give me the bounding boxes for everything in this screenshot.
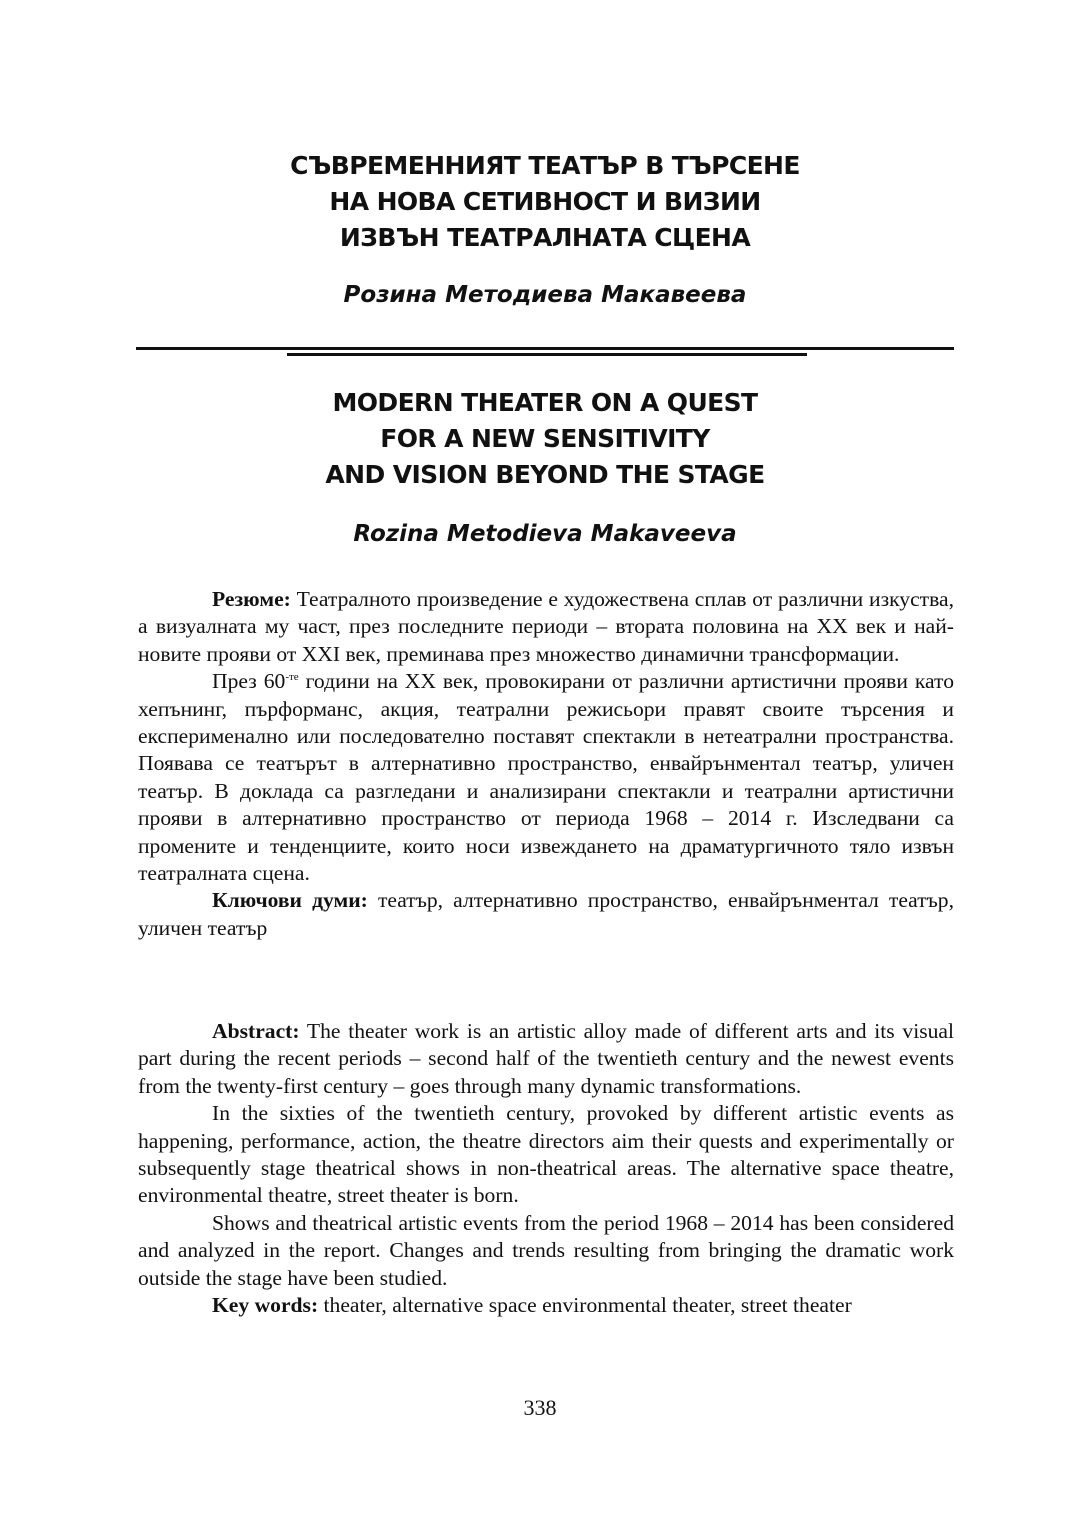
bulgarian-abstract-block bbox=[138, 586, 954, 942]
bulgarian-keywords-text: театър, алтернативно пространство, енвайрънментал театър, уличен театър bbox=[138, 888, 955, 940]
english-abstract-text: The theater work is an artistic alloy made of different arts and its visual part during the recent periods – second half of the twentieth century and the newest events from the twenty-first century – goes through many dynamic transformations. bbox=[138, 1019, 954, 1098]
bulgarian-para2-rest: години на XX век, провокирани от различни артистични прояви като хепънинг, пърформанс, акция, театрални режисьори правят своите търсения и експерименално или последователно поставят спектакли в нетеатрални пространства. Появава се театърът в алтернативно пространство, енвайрънментал театър, уличен театър. В доклада са разгледани и анализирани спектакли и театрални артистични прояви в алтернативно пространство от периода 1968 – 2014 г. Изследвани са промените и тенденциите, които носи извеждането на драматургичното тяло извън театралната сцена. bbox=[138, 669, 955, 886]
bulgarian-keywords bbox=[138, 887, 954, 942]
bulgarian-keywords-label: Ключови думи: bbox=[212, 888, 368, 913]
english-abstract-block bbox=[138, 1018, 954, 1319]
english-abstract-paragraph bbox=[138, 1018, 954, 1100]
english-abstract-paragraph-2: In the sixties of the twentieth century, provoked by different artistic events as happening, performance, action, the theatre directors aim their quests and experimentally or subsequently stage theatrical shows in non-theatrical areas. The alternative space theatre, environmental theatre, street theater is born. bbox=[138, 1101, 954, 1208]
english-keywords-text: theater, alternative space environmental theater, street theater bbox=[318, 1293, 852, 1318]
bulgarian-title-line: СЪВРЕМЕННИЯТ ТЕАТЪР В ТЪРСЕНЕ bbox=[290, 151, 800, 180]
title-divider-short bbox=[287, 353, 807, 356]
english-title-line: MODERN THEATER ON A QUEST bbox=[332, 388, 758, 417]
bulgarian-abstract-label: Резюме: bbox=[212, 587, 291, 611]
bulgarian-title-line: ИЗВЪН ТЕАТРАЛНАТА СЦЕНА bbox=[339, 223, 751, 252]
bulgarian-title bbox=[140, 148, 950, 256]
english-keywords bbox=[138, 1292, 954, 1319]
english-keywords-label: Key words: bbox=[212, 1293, 319, 1318]
bulgarian-para2-superscript: -те bbox=[285, 671, 299, 684]
english-title-line: AND VISION BEYOND THE STAGE bbox=[325, 460, 765, 489]
bulgarian-title-line: НА НОВА СЕТИВНОСТ И ВИЗИИ bbox=[329, 187, 761, 216]
title-divider-long bbox=[136, 347, 954, 350]
bulgarian-abstract-paragraph-2 bbox=[138, 668, 954, 887]
english-title-line: FOR A NEW SENSITIVITY bbox=[380, 424, 710, 453]
page-number: 338 bbox=[523, 1395, 557, 1420]
bulgarian-para2-start: През 60 bbox=[212, 669, 286, 694]
english-abstract-label: Abstract: bbox=[212, 1019, 300, 1043]
english-abstract-paragraph-3: Shows and theatrical artistic events from the period 1968 – 2014 has been considered and analyzed in the report. Changes and trends resulting from bringing the dramatic work outside the stage have been studied. bbox=[138, 1210, 954, 1290]
bulgarian-abstract-text: Театралното произведение е художествена сплав от различни изкуства, а визуалната му част, през последните периоди – втората половина на XX век и най-новите прояви от XXI век, преминава през множество динамични трансформации. bbox=[138, 587, 954, 666]
bulgarian-author: Розина Методиева Макавеева bbox=[343, 282, 747, 308]
bulgarian-abstract-paragraph bbox=[138, 586, 954, 668]
english-title bbox=[140, 385, 950, 493]
english-author: Rozina Metodieva Makaveeva bbox=[353, 521, 737, 547]
